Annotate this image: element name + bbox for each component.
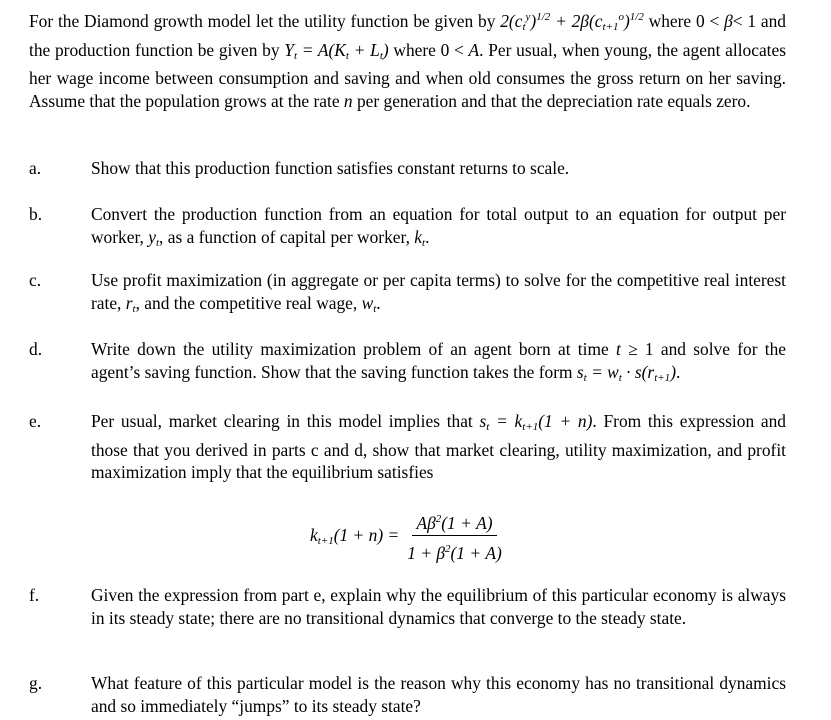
equation-fraction <box>403 508 506 564</box>
question-a-body: Show that this production function satisfies constant returns to scale. <box>91 158 570 178</box>
utility-function: $2(c_t^y)^{1/2} + 2\beta(c_{t+1}^o)^{1/2}$ <box>500 11 644 33</box>
intro-text-5: . Per usual, when young, the agent allocates her wage income between consumption and saving and when old consumes the gross return on her saving. Assume that the population grows at the rate <box>29 39 786 111</box>
a-symbol: A <box>468 39 480 60</box>
market-clearing-eq: $s_t = k_{t+1}(1 + n)$ <box>479 411 593 433</box>
production-function: $Y_t = A(K_t + L_t)$ <box>284 39 389 62</box>
question-g-letter: g. <box>29 673 43 693</box>
equilibrium-equation <box>310 508 506 564</box>
question-f-letter: f. <box>29 585 40 605</box>
question-d-letter: d. <box>29 339 43 359</box>
fraction-denominator: $1 + \beta^2(1 + A)$ <box>407 543 502 563</box>
intro-text-4: where 0 < <box>388 39 469 60</box>
intro-text-2: where 0 < <box>643 11 725 31</box>
problem-intro <box>29 6 786 112</box>
intro-text-3: < 1 and the production function be given by <box>29 11 786 60</box>
n-symbol: n <box>343 90 353 111</box>
beta-symbol: β <box>724 11 733 31</box>
question-f-body: Given the expression from part e, explain why the equilibrium of this particular economy is always in its steady state; there are no transitional dynamics that converge to the steady state. <box>91 585 786 628</box>
intro-text-6: per generation and that the depreciation rate equals zero. <box>352 90 751 111</box>
question-a-letter: a. <box>29 158 42 178</box>
equation-lhs: $k_{t+1}(1 + n)$ = <box>310 525 400 547</box>
question-c-body: Use profit maximization (in aggregate or per capita terms) to solve for the competitive real interest rate, $r_t$, and the competitive real wage, $w_t$. <box>91 270 786 315</box>
question-c-letter: c. <box>29 270 42 290</box>
saving-function: $s_t = w_t \cdot s(r_{t+1})$ <box>576 361 676 384</box>
fraction-numerator: $A\beta^2(1 + A)$ <box>412 508 496 536</box>
question-d-body: Write down the utility maximization problem of an agent born at time t ≥ 1 and solve for the agent’s saving function. Show that the saving function takes the form $s_t = w_t \cdot s(r_{t+1})$. <box>91 339 787 384</box>
question-g-body: What feature of this particular model is the reason why this economy has no transitional dynamics and so immediately “jumps” to its steady state? <box>91 673 786 716</box>
question-b-letter: b. <box>29 204 43 224</box>
question-b-body: Convert the production function from an equation for total output to an equation for output per worker, $y_t$, as a function of capital per worker, $k_t$. <box>91 204 786 249</box>
question-e-body: Per usual, market clearing in this model implies that $s_t = k_{t+1}(1 + n)$. From this expression and those that you derived in parts c and d, show that market clearing, utility maximization, and profit maximization imply that the equilibrium satisfies <box>91 411 786 482</box>
question-e-letter: e. <box>29 411 42 431</box>
intro-text-1: For the Diamond growth model let the utility function be given by <box>29 11 501 31</box>
